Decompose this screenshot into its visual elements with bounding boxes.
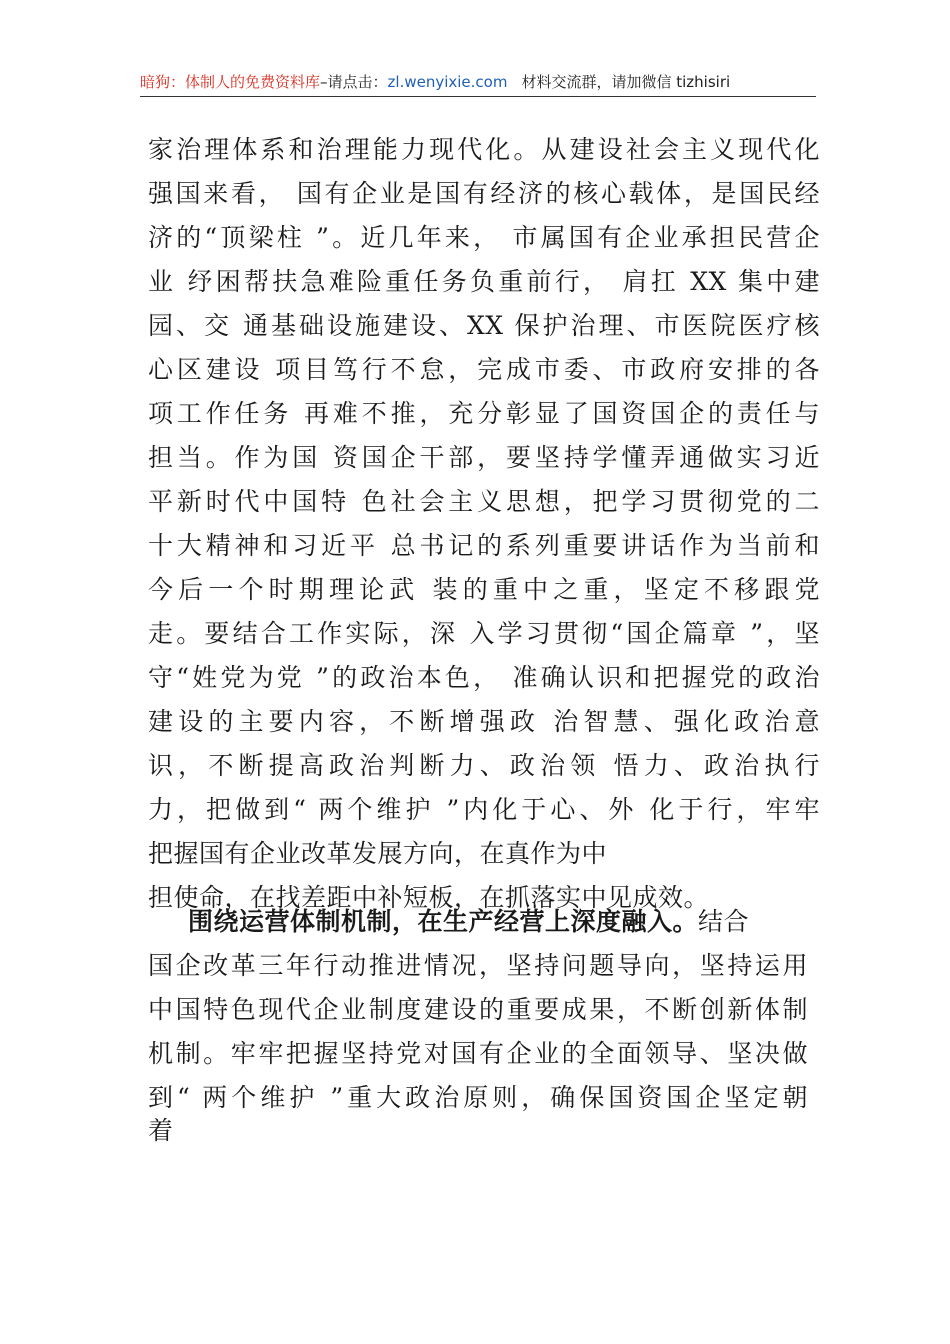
header-prompt: –请点击： xyxy=(320,73,388,91)
header-site-name: 暗狗：体制人的免费资料库 xyxy=(140,73,321,91)
text-line: 平新时代中国特 色社会主义思想，把学习贯彻党的二 xyxy=(148,487,820,516)
text-line-tail: 结合 xyxy=(698,907,750,936)
text-line: 济的“顶梁柱 ”。近几年来， 市属国有企业承担民营企 xyxy=(148,223,820,252)
text-line: 机制。牢牢把握坚持党对国有企业的全面领导、坚决做 xyxy=(148,1039,808,1068)
text-line: 心区建设 项目笃行不怠，完成市委、市政府安排的各 xyxy=(148,355,820,384)
header-url-link[interactable]: zl.wenyixie.com xyxy=(387,73,508,91)
text-line: 十大精神和习近平 总书记的系列重要讲话作为当前和 xyxy=(148,531,820,560)
text-line: 担使命，在找差距中补短板，在抓落实中见成效。 xyxy=(148,883,710,912)
paragraph-2-first-line xyxy=(148,900,808,944)
page-header xyxy=(140,72,816,97)
text-line: 识，不断提高政治判断力、政治领 悟力、政治执行 xyxy=(148,751,820,780)
text-line: 力，把做到“ 两个维护 ”内化于心、外 化于行，牢牢 xyxy=(148,795,820,824)
text-line: 家治理体系和治理能力现代化。从建设社会主义现代化 xyxy=(148,135,820,164)
text-line: 业 纾困帮扶急难险重任务负重前行， 肩扛 XX 集中建 xyxy=(148,267,820,296)
text-line: 园、交 通基础设施建设、XX 保护治理、市医院医疗核 xyxy=(148,311,820,340)
text-line: 守“姓党为党 ”的政治本色， 准确认识和把握党的政治 xyxy=(148,663,820,692)
text-line: 国企改革三年行动推进情况，坚持问题导向，坚持运用 xyxy=(148,951,808,980)
paragraph-2 xyxy=(148,900,808,1145)
text-line: 中国特色现代企业制度建设的重要成果，不断创新体制 xyxy=(148,995,808,1024)
text-line: 项工作任务 再难不推，充分彰显了国资国企的责任与 xyxy=(148,399,820,428)
text-line: 强国来看， 国有企业是国有经济的核心载体，是国民经 xyxy=(148,179,820,208)
header-contact: 材料交流群，请加微信 tizhisiri xyxy=(521,73,731,91)
paragraph-1 xyxy=(148,128,820,920)
text-line: 把握国有企业改革发展方向，在真作为中 xyxy=(148,839,608,868)
text-line: 今后一个时期理论武 装的重中之重，坚定不移跟党 xyxy=(148,575,820,604)
text-line: 走。要结合工作实际，深 入学习贯彻“国企篇章 ”，坚 xyxy=(148,619,820,648)
text-line: 到“ 两个维护 ”重大政治原则，确保国资国企坚定朝 xyxy=(148,1083,808,1112)
text-line: 担当。作为国 资国企干部，要坚持学懂弄通做实习近 xyxy=(148,443,820,472)
section-heading: 围绕运营体制机制，在生产经营上深度融入。 xyxy=(188,907,699,936)
text-line: 建设的主要内容，不断增强政 治智慧、强化政治意 xyxy=(148,707,820,736)
text-line: 着 xyxy=(148,1116,174,1145)
